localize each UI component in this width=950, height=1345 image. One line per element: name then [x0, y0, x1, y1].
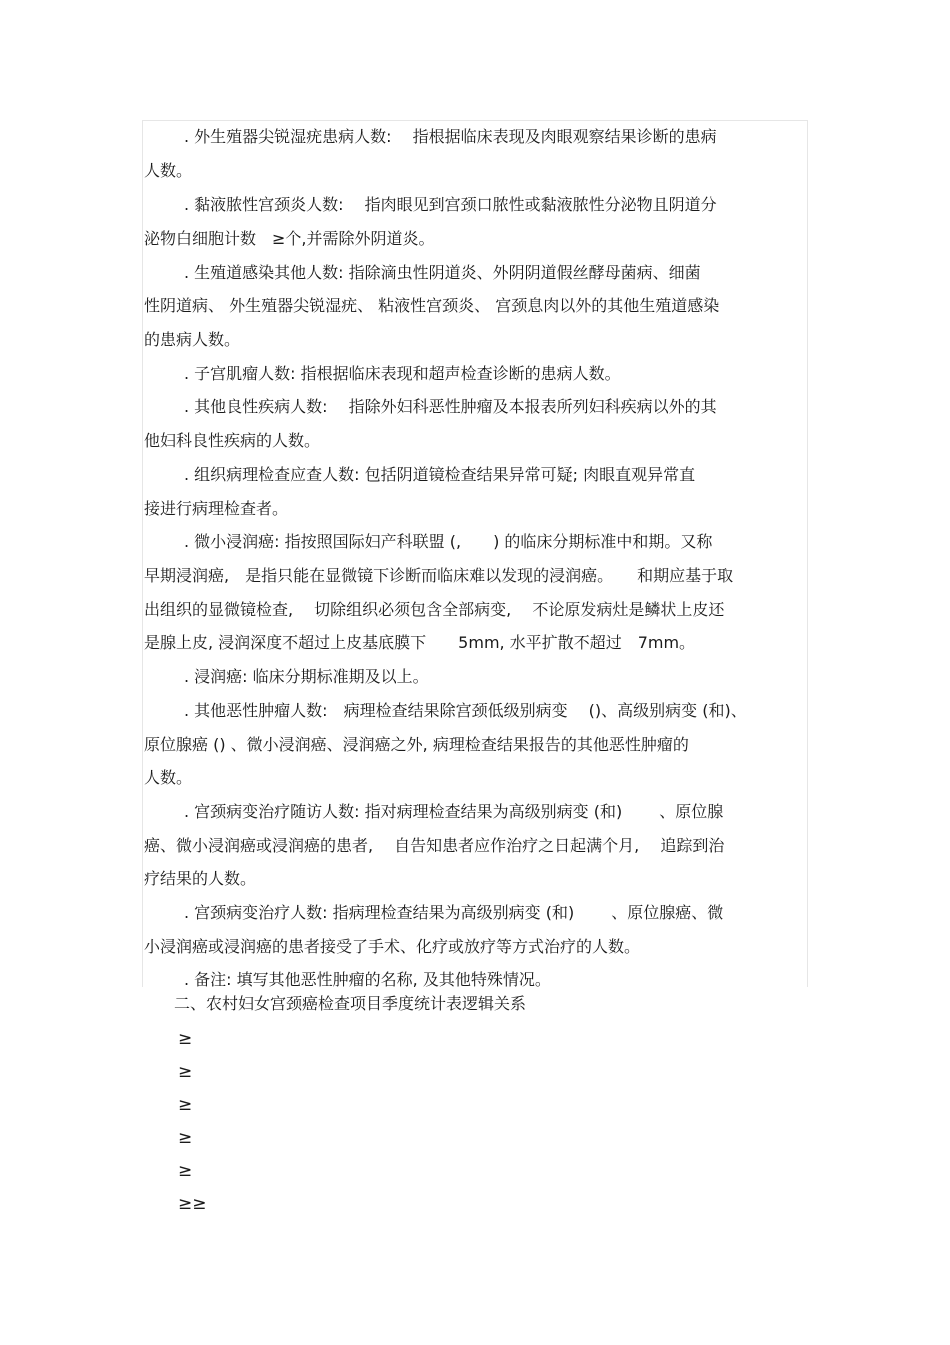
- para-6-line-2: 接进行病理检查者。: [144, 499, 289, 518]
- para-3-line-3: 的患病人数。: [144, 330, 241, 349]
- para-7-line-4: 是腺上皮, 浸润深度不超过上皮基底膜下 5mm, 水平扩散不超过 7mm。: [144, 633, 696, 652]
- section-title: 二、农村妇女宫颈癌检查项目季度统计表逻辑关系: [174, 994, 527, 1013]
- relation-4: ≥: [178, 1128, 193, 1148]
- para-7-line-2: 早期浸润癌, 是指只能在显微镜下诊断而临床难以发现的浸润癌。 和期应基于取: [144, 566, 734, 585]
- para-3-line-2: 性阴道病、 外生殖器尖锐湿疣、 粘液性宫颈炎、 宫颈息肉以外的其他生殖道感染: [144, 296, 720, 315]
- relation-2: ≥: [178, 1062, 193, 1082]
- para-2-line-1: . 黏液脓性宫颈炎人数: 指肉眼见到宫颈口脓性或黏液脓性分泌物且阴道分: [184, 195, 717, 214]
- para-9-line-2: 原位腺癌 () 、微小浸润癌、浸润癌之外, 病理检查结果报告的其他恶性肿瘤的: [144, 735, 689, 754]
- para-10-line-3: 疗结果的人数。: [144, 869, 257, 888]
- relation-5: ≥: [178, 1161, 193, 1181]
- para-8-line-1: . 浸润癌: 临床分期标准期及以上。: [184, 667, 429, 686]
- para-10-line-2: 癌、微小浸润癌或浸润癌的患者, 自告知患者应作治疗之日起满个月, 追踪到治: [144, 836, 725, 855]
- para-9-line-3: 人数。: [144, 768, 193, 787]
- para-7-line-3: 出组织的显微镜检查, 切除组织必须包含全部病变, 不论原发病灶是鳞状上皮还: [144, 600, 725, 619]
- para-7-line-1: . 微小浸润癌: 指按照国际妇产科联盟 (, ) 的临床分期标准中和期。又称: [184, 532, 713, 551]
- para-9-line-1: . 其他恶性肿瘤人数: 病理检查结果除宫颈低级别病变 ()、高级别病变 (和)、: [184, 701, 747, 720]
- para-4-line-1: . 子宫肌瘤人数: 指根据临床表现和超声检查诊断的患病人数。: [184, 364, 621, 383]
- para-11-line-1: . 宫颈病变治疗人数: 指病理检查结果为高级别病变 (和) 、原位腺癌、微: [184, 903, 724, 922]
- relation-3: ≥: [178, 1095, 193, 1115]
- relation-6: ≥≥: [178, 1194, 207, 1214]
- para-1-line-1: . 外生殖器尖锐湿疣患病人数: 指根据临床表现及肉眼观察结果诊断的患病: [184, 127, 717, 146]
- para-6-line-1: . 组织病理检查应查人数: 包括阴道镜检查结果异常可疑; 肉眼直观异常直: [184, 465, 696, 484]
- para-11-line-2: 小浸润癌或浸润癌的患者接受了手术、化疗或放疗等方式治疗的人数。: [144, 937, 641, 956]
- para-3-line-1: . 生殖道感染其他人数: 指除滴虫性阴道炎、外阴阴道假丝酵母菌病、细菌: [184, 263, 701, 282]
- para-5-line-1: . 其他良性疾病人数: 指除外妇科恶性肿瘤及本报表所列妇科疾病以外的其: [184, 397, 717, 416]
- para-12-line-1: . 备注: 填写其他恶性肿瘤的名称, 及其他特殊情况。: [184, 970, 551, 989]
- relation-1: ≥: [178, 1029, 193, 1049]
- para-1-line-2: 人数。: [144, 161, 193, 180]
- para-10-line-1: . 宫颈病变治疗随访人数: 指对病理检查结果为高级别病变 (和) 、原位腺: [184, 802, 724, 821]
- para-2-line-2: 泌物白细胞计数 ≥个,并需除外阴道炎。: [144, 229, 435, 248]
- para-5-line-2: 他妇科良性疾病的人数。: [144, 431, 321, 450]
